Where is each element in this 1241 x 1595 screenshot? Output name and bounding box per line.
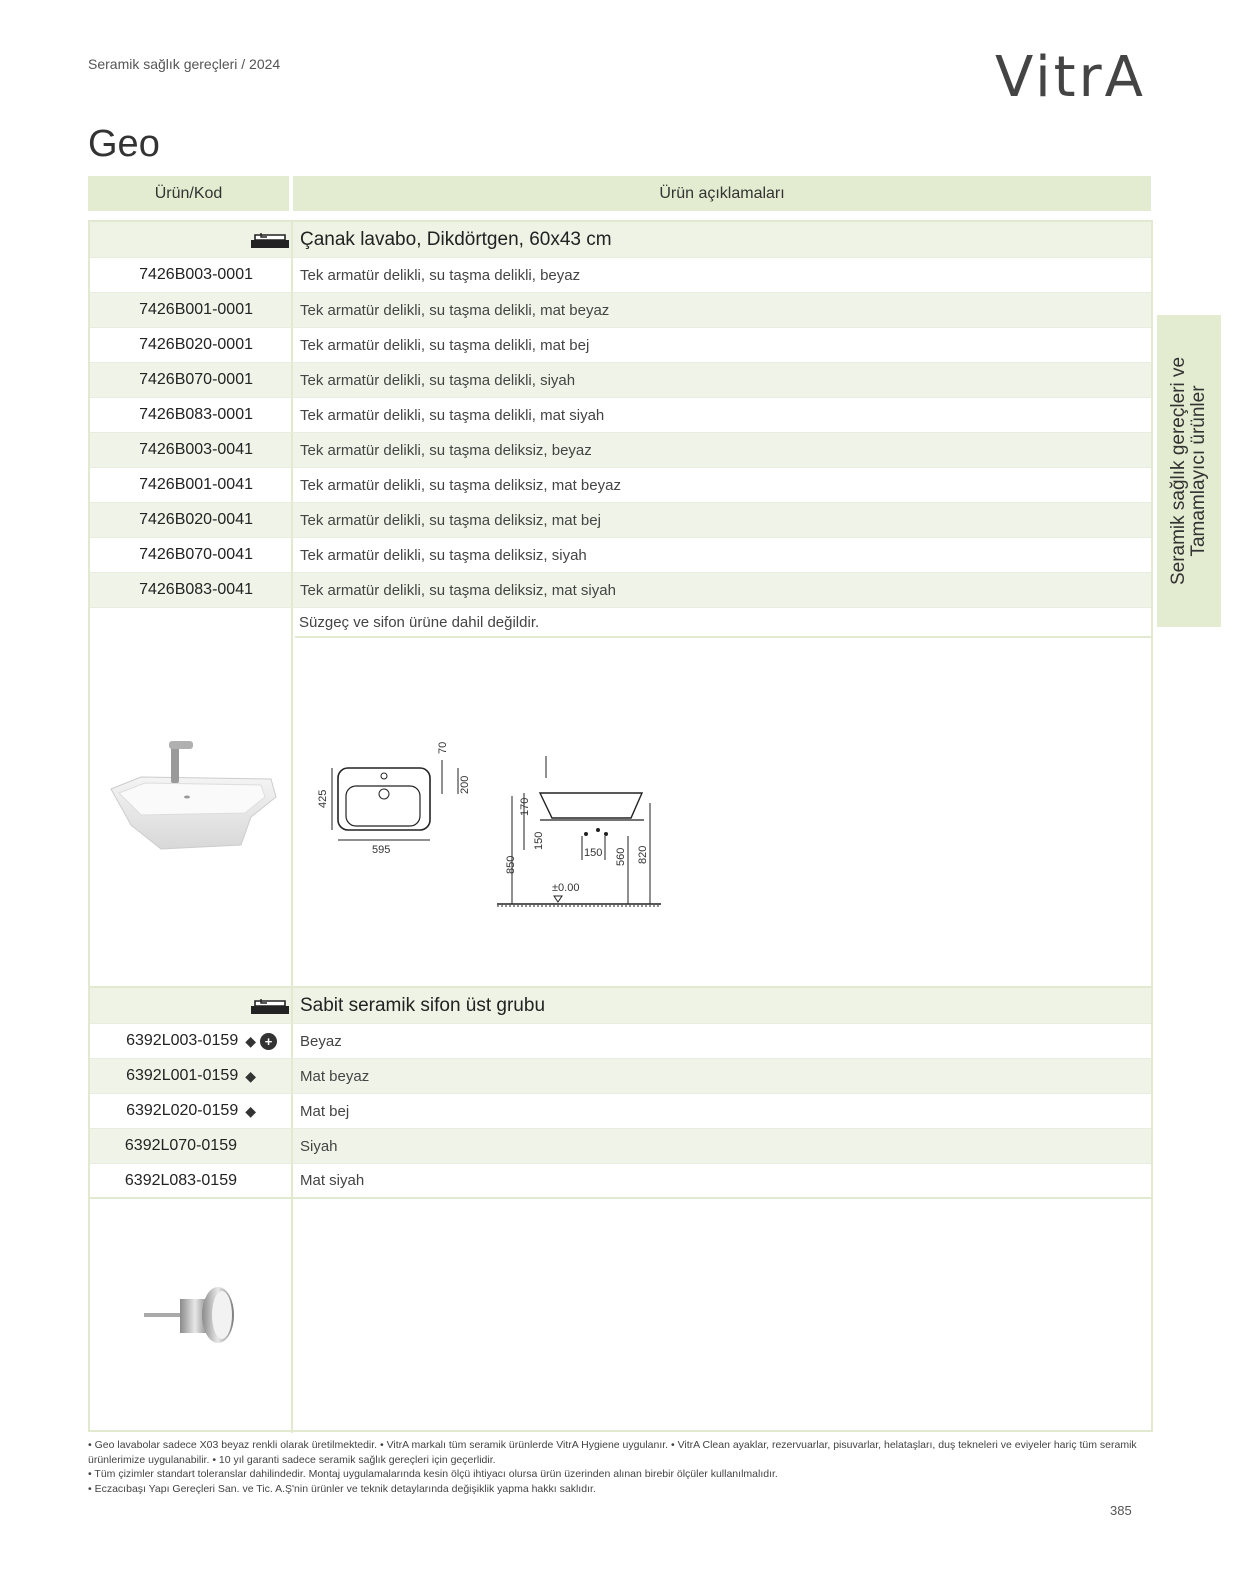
section-title-row <box>90 222 1151 258</box>
diamond-marker: ◆ <box>245 1067 256 1084</box>
footnote: • Eczacıbaşı Yapı Gereçleri San. ve Tic. A.Ş'nin ürünler ve teknik detaylarında değişiklik yapma hakkı saklıdır. <box>88 1482 596 1495</box>
product-code: 7426B003-0001 <box>90 258 293 292</box>
washbasin-photo <box>101 737 281 857</box>
section-title: Çanak lavabo, Dikdörtgen, 60x43 cm <box>300 228 612 250</box>
product-photo-cell <box>90 608 293 986</box>
product-code: 7426B001-0041 <box>90 468 293 502</box>
dim-tap-offset: 70 <box>437 741 449 754</box>
code-cell <box>90 1094 293 1128</box>
dim-total-height: 850 <box>505 855 517 874</box>
table-row <box>90 468 1151 503</box>
code-cell <box>90 1059 293 1093</box>
product-code: 7426B070-0001 <box>90 363 293 397</box>
product-code: 6392L001-0159 <box>126 1067 239 1084</box>
floor-level-label: ±0.00 <box>552 882 580 894</box>
product-photo-cell <box>90 1199 293 1433</box>
product-code: 6392L083-0159 <box>90 1164 293 1197</box>
product-description: Siyah <box>300 1137 338 1155</box>
code-cell <box>90 988 293 1023</box>
table-row <box>90 1164 1151 1199</box>
product-description: Tek armatür delikli, su taşma delikli, mat beyaz <box>300 301 610 319</box>
product-description: Tek armatür delikli, su taşma deliksiz, mat siyah <box>300 581 616 599</box>
dim-drain-spacing: 150 <box>584 847 603 859</box>
product-description: Tek armatür delikli, su taşma delikli, mat bej <box>300 336 590 354</box>
table-row <box>90 573 1151 608</box>
product-description: Tek armatür delikli, su taşma deliksiz, mat bej <box>300 511 601 529</box>
dim-top-width: 595 <box>372 844 391 856</box>
table-row <box>90 258 1151 293</box>
footnotes <box>88 1438 1148 1496</box>
table-row <box>90 1059 1151 1094</box>
product-description: Tek armatür delikli, su taşma deliksiz, beyaz <box>300 441 592 459</box>
column-header-code: Ürün/Kod <box>88 176 289 211</box>
product-description: Tek armatür delikli, su taşma delikli, mat siyah <box>300 406 605 424</box>
note-text: Süzgeç ve sifon ürüne dahil değildir. <box>299 613 540 631</box>
vitra-logo: VitrA <box>995 45 1146 110</box>
product-description: Tek armatür delikli, su taşma deliksiz, siyah <box>300 546 587 564</box>
product-description: Mat beyaz <box>300 1067 370 1085</box>
product-code: 7426B070-0041 <box>90 538 293 572</box>
table-row <box>90 1129 1151 1164</box>
section-title: Sabit seramik sifon üst grubu <box>300 994 546 1016</box>
chapter-side-tab[interactable] <box>1157 315 1221 627</box>
diamond-marker: ◆ <box>245 1032 256 1049</box>
product-image-area <box>90 608 1151 986</box>
table-row <box>90 398 1151 433</box>
code-cell <box>90 222 293 257</box>
product-code: 7426B083-0041 <box>90 573 293 607</box>
dim-drain-offset: 200 <box>459 775 471 794</box>
table-row <box>90 328 1151 363</box>
table-row <box>90 503 1151 538</box>
product-description: Tek armatür delikli, su taşma delikli, siyah <box>300 371 576 389</box>
product-code: 7426B020-0001 <box>90 328 293 362</box>
siphon-photo <box>136 1281 246 1351</box>
page-title: Geo <box>88 123 160 165</box>
product-description: Tek armatür delikli, su taşma delikli, beyaz <box>300 266 581 284</box>
product-description: Mat siyah <box>300 1172 365 1189</box>
dim-drain-drop: 150 <box>533 831 545 850</box>
breadcrumb: Seramik sağlık gereçleri / 2024 <box>88 56 281 72</box>
plus-badge: + <box>260 1033 277 1050</box>
chapter-side-tab-label: Seramik sağlık gereçleri ve Tamamlayıcı ürünler <box>1168 356 1209 586</box>
note-row <box>295 608 1151 638</box>
code-cell <box>90 1024 293 1058</box>
product-section-basin <box>88 220 1153 988</box>
section-title-row <box>90 988 1151 1024</box>
table-row <box>90 1024 1151 1059</box>
table-row <box>90 433 1151 468</box>
product-section-siphon <box>88 986 1153 1432</box>
product-code: 6392L020-0159 <box>126 1102 239 1119</box>
countertop-basin-icon <box>251 232 289 248</box>
product-code: 7426B083-0001 <box>90 398 293 432</box>
dim-top-depth: 425 <box>317 789 329 808</box>
product-code: 7426B001-0001 <box>90 293 293 327</box>
product-description: Tek armatür delikli, su taşma deliksiz, mat beyaz <box>300 476 621 494</box>
footnote: • Tüm çizimler standart toleranslar dahilindedir. Montaj uygulamalarında kesin ölçü ihtiyacı olursa ürün üzerinden alınan birebir ölçüler kullanılmalıdır. <box>88 1468 778 1480</box>
dim-floor-to-drain: 560 <box>615 847 627 866</box>
footnote: • Geo lavabolar sadece X03 beyaz renkli olarak üretilmektedir. • VitrA markalı tüm seramik ürünlerde VitrA Hygiene uygulanır. • VitrA Clean ayaklar, rezervuarlar, pisuvarlar, helataşları, duş tekneleri ve eviyeler hariç tüm seramik ürünlerimize uygulanabilir. • 10 yıl garanti sadece seramik sağlık gereçleri için geçerlidir. <box>88 1439 1137 1466</box>
table-row <box>90 293 1151 328</box>
table-row <box>90 1094 1151 1129</box>
product-code: 6392L070-0159 <box>90 1129 293 1163</box>
page-number: 385 <box>1110 1503 1132 1518</box>
product-description: Beyaz <box>300 1032 342 1050</box>
column-header-description: Ürün açıklamaları <box>293 176 1151 211</box>
table-row <box>90 538 1151 573</box>
dim-side-height: 170 <box>519 797 531 816</box>
product-image-area <box>90 1199 1151 1433</box>
product-description: Mat bej <box>300 1102 350 1120</box>
table-row <box>90 363 1151 398</box>
product-code: 7426B020-0041 <box>90 503 293 537</box>
product-code: 6392L003-0159 <box>126 1032 239 1049</box>
diamond-marker: ◆ <box>245 1102 256 1119</box>
countertop-basin-icon <box>251 998 289 1014</box>
product-code: 7426B003-0041 <box>90 433 293 467</box>
technical-drawing <box>296 638 716 978</box>
dim-floor-to-top: 820 <box>637 845 649 864</box>
